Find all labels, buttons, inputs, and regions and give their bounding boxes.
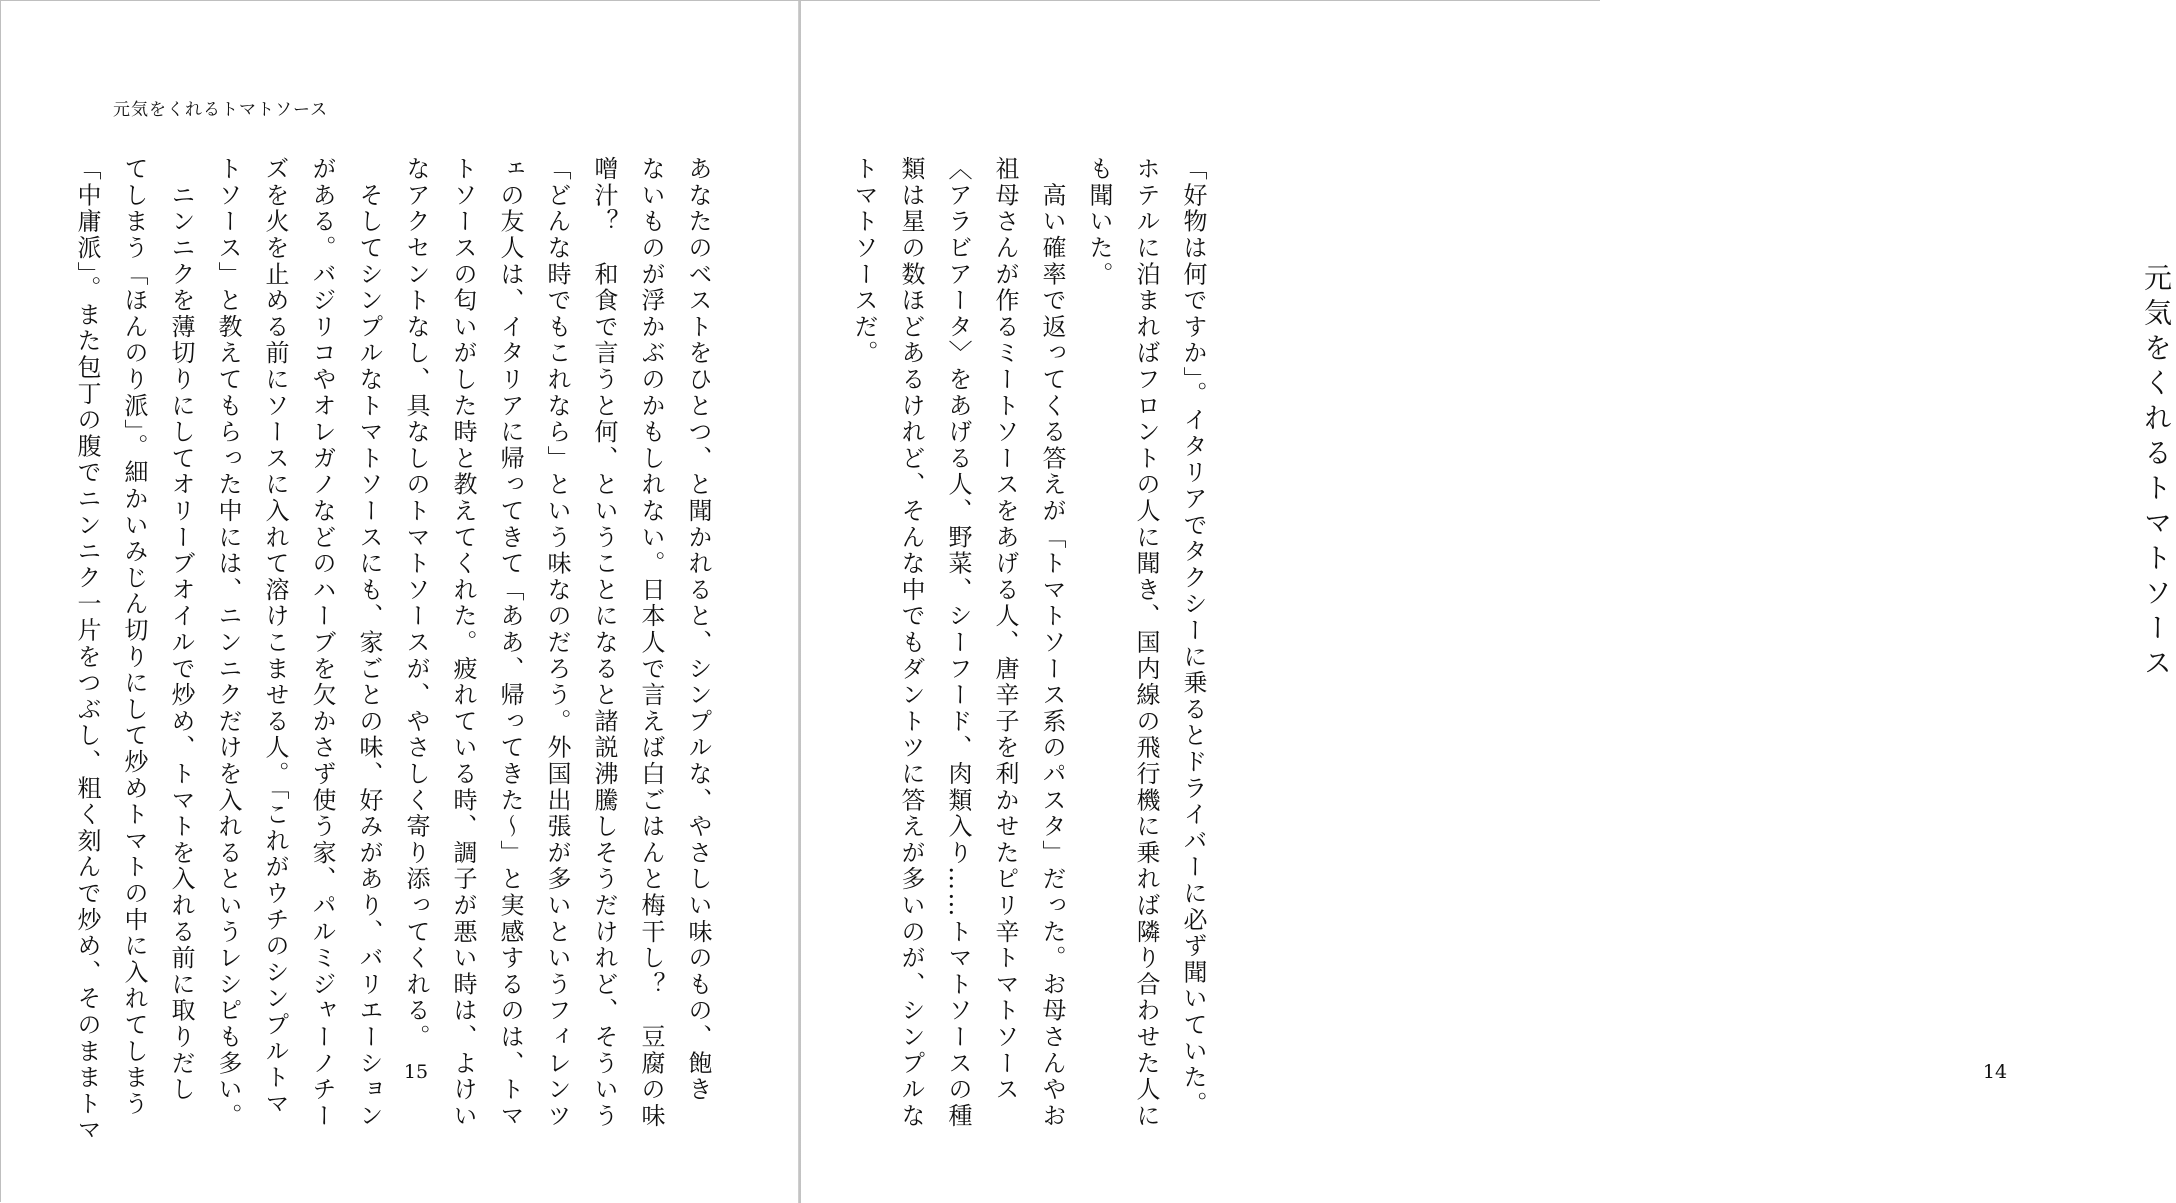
body-text-right bbox=[850, 156, 1216, 1130]
text-line: 祖母さんが作るミートソースをあげる人、唐辛子を利かせたピリ辛トマトソース bbox=[991, 156, 1019, 1103]
text-line: トソースの匂いがした時と教えてくれた。疲れている時、調子が悪い時は、よけい bbox=[449, 156, 477, 1130]
text-line: 高い確率で返ってくる答えが「トマトソース系のパスタ」だった。お母さんやお bbox=[1038, 156, 1066, 1130]
page-number: 15 bbox=[403, 1061, 429, 1083]
text-line: ないものが浮かぶのかもしれない。日本人で言えば白ごはんと梅干し？ 豆腐の味 bbox=[637, 156, 665, 1130]
text-line: トマトソースだ。 bbox=[850, 156, 878, 367]
page-number: 14 bbox=[1982, 1061, 2008, 1083]
text-line: ェの友人は、イタリアに帰ってきて「ああ、帰ってきた〜」と実感するのは、トマ bbox=[496, 156, 524, 1130]
text-line: 「中庸派」。また包丁の腹でニンニク一片をつぶし、粗く刻んで炒め、そのままトマ bbox=[73, 156, 101, 1144]
text-line: がある。バジリコやオレガノなどのハーブを欠かさず使う家、パルミジャーノチー bbox=[308, 156, 336, 1130]
text-line: トソース」と教えてもらった中には、ニンニクだけを入れるというレシピも多い。 bbox=[214, 156, 242, 1130]
text-line: も聞いた。 bbox=[1085, 156, 1113, 288]
running-head: 元気をくれるトマトソース bbox=[113, 100, 329, 120]
text-line: あなたのベストをひとつ、と聞かれると、シンプルな、やさしい味のもの、飽き bbox=[684, 156, 712, 1103]
text-line: なアクセントなし、具なしのトマトソースが、やさしく寄り添ってくれる。 bbox=[402, 156, 430, 1051]
text-line: 噌汁？ 和食で言うと何、ということになると諸説沸騰しそうだけれど、そういう bbox=[590, 156, 618, 1130]
text-line: ホテルに泊まればフロントの人に聞き、国内線の飛行機に乗れば隣り合わせた人に bbox=[1132, 156, 1160, 1130]
chapter-title: 元気をくれるトマトソース bbox=[2140, 263, 2173, 683]
text-line: てしまう「ほんのり派」。細かいみじん切りにして炒めトマトの中に入れてしまう bbox=[120, 156, 148, 1118]
left-page bbox=[1, 1, 799, 1203]
text-line: ニンニクを薄切りにしてオリーブオイルで炒め、トマトを入れる前に取りだし bbox=[167, 156, 195, 1103]
text-line: 「好物は何ですか」。イタリアでタクシーに乗るとドライバーに必ず聞いていた。 bbox=[1179, 156, 1207, 1118]
text-line: ズを火を止める前にソースに入れて溶けこませる人。「これがウチのシンプルトマ bbox=[261, 156, 289, 1118]
text-line: そしてシンプルなトマトソースにも、家ごとの味、好みがあり、バリエーション bbox=[355, 156, 383, 1130]
text-line: 「どんな時でもこれなら」という味なのだろう。外国出張が多いというフィレンツ bbox=[543, 156, 571, 1130]
text-line: 類は星の数ほどあるけれど、そんな中でもダントツに答えが多いのが、シンプルな bbox=[897, 156, 925, 1130]
text-line: 〈アラビアータ〉をあげる人、野菜、シーフード、肉類入り……トマトソースの種 bbox=[944, 156, 972, 1130]
